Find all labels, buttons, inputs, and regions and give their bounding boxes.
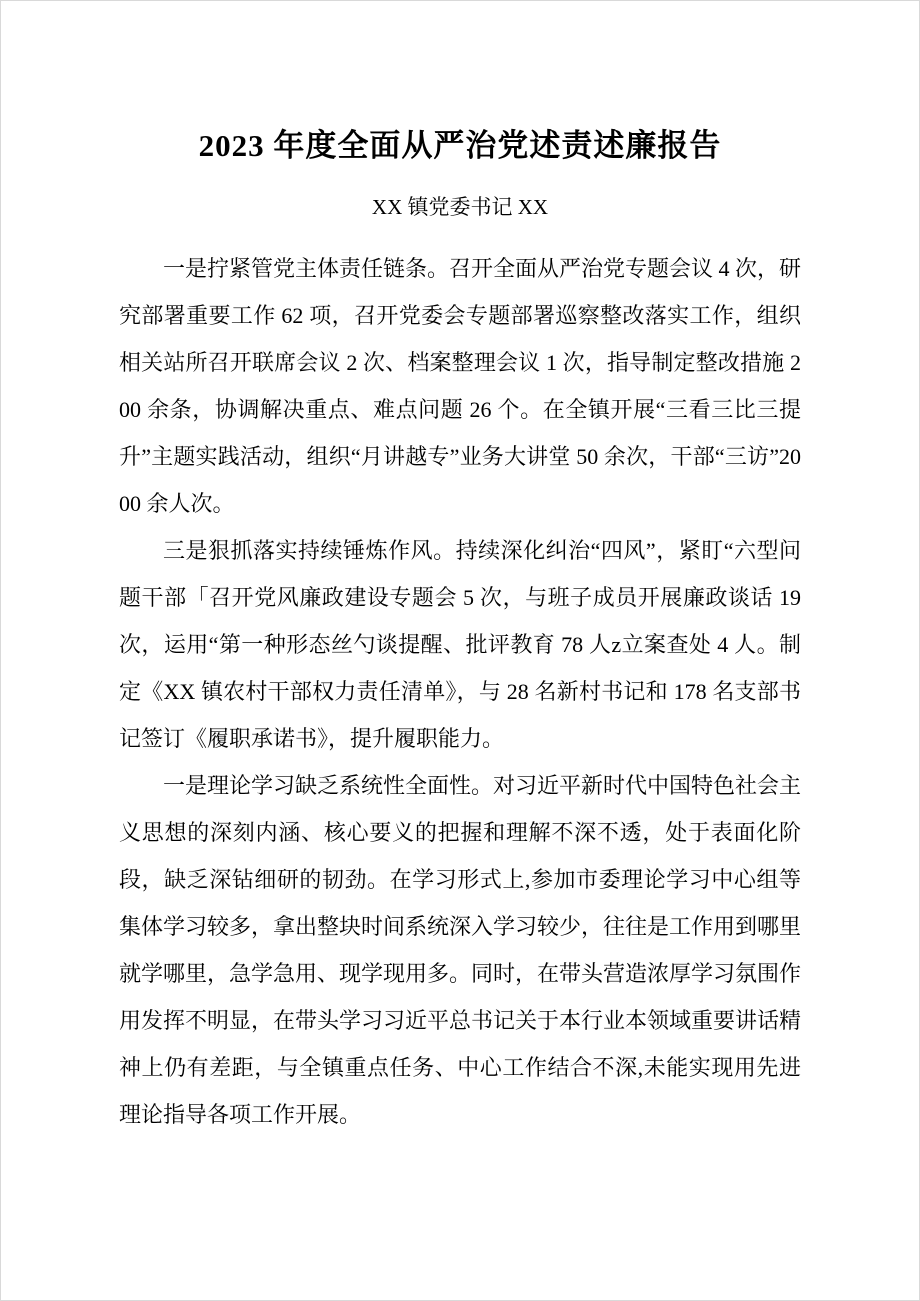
paragraph-3: 一是理论学习缺乏系统性全面性。对习近平新时代中国特色社会主义思想的深刻内涵、核心要义的把握和理解不深不透，处于表面化阶段，缺乏深钻细研的韧劲。在学习形式上,参加市委理论学习中心组等集体学习较多，拿出整块时间系统深入学习较少，往往是工作用到哪里就学哪里，急学急用、现学现用多。同时，在带头营造浓厚学习氛围作用发挥不明显，在带头学习习近平总书记关于本行业本领域重要讲话精神上仍有差距，与全镇重点任务、中心工作结合不深,未能实现用先进理论指导各项工作开展。 xyxy=(119,773,802,1128)
document-title: 2023 年度全面从严治党述责述廉报告 xyxy=(198,128,722,163)
document-body xyxy=(119,245,801,1138)
paragraph-2: 三是狠抓落实持续锤炼作风。持续深化纠治“四风”，紧盯“六型问题干部「召开党风廉政建设专题会 5 次，与班子成员开展廉政谈话 19 次，运用“第一种形态丝勺谈提醒、批评教育 78 人z立案查处 4 人。制定《XX 镇农村干部权力责任清单》，与 28 名新村书记和 178 名支部书记签订《履职承诺书》，提升履职能力。 xyxy=(119,538,801,752)
paragraph-1: 一是拧紧管党主体责任链条。召开全面从严治党专题会议 4 次，研究部署重要工作 62 项，召开党委会专题部署巡察整改落实工作，组织相关站所召开联席会议 2 次、档案整理会议 1 次，指导制定整改措施 200 余条，协调解决重点、难点问题 26 个。在全镇开展“三看三比三提升”主题实践活动，组织“月讲越专”业务大讲堂 50 余次，干部“三访”2000 余人次。 xyxy=(119,256,802,517)
document-subtitle: XX 镇党委书记 XX xyxy=(371,195,549,220)
